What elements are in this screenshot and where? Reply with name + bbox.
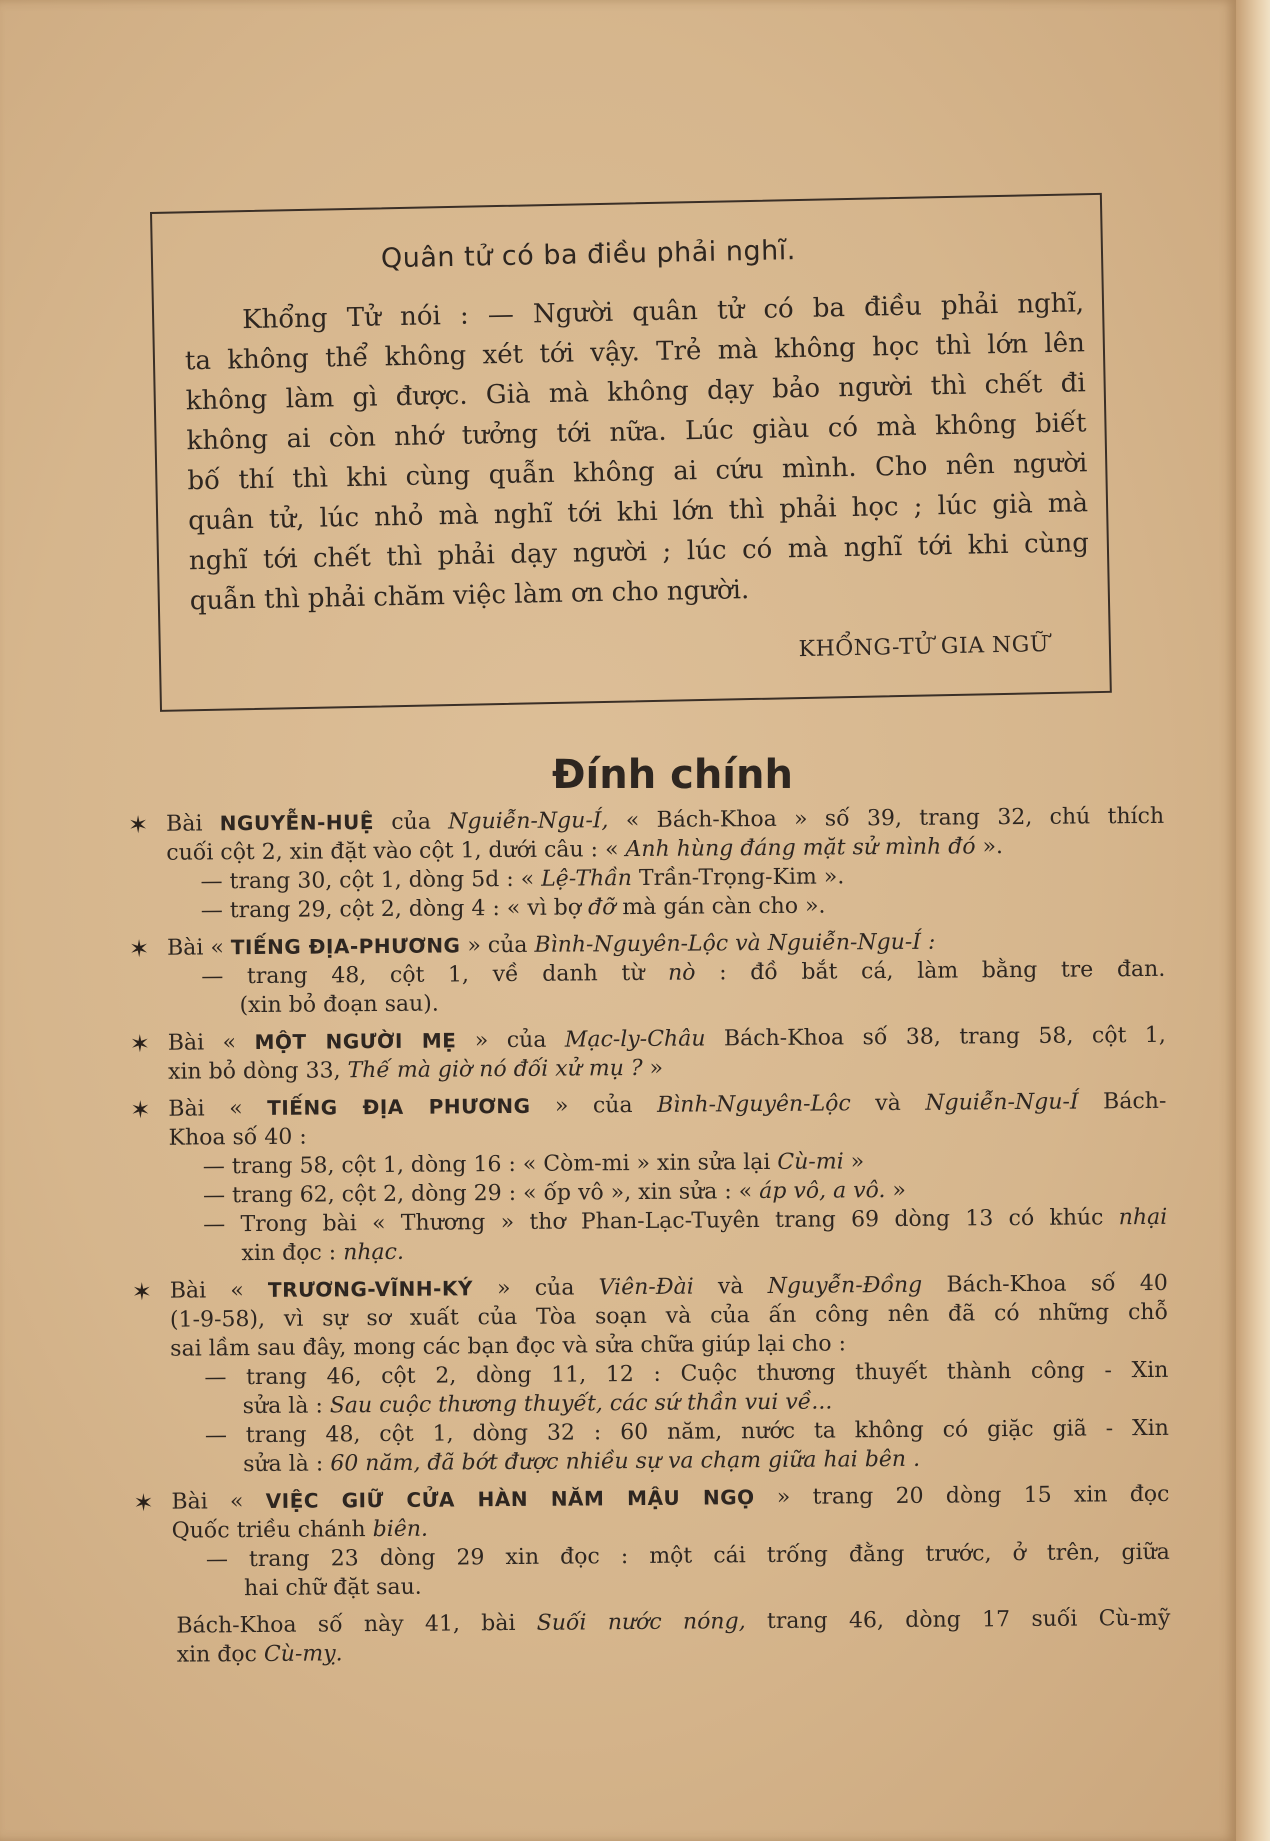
errata-entry: ✶ Bài « MỘT NGƯỜI MẸ » của Mạc-ly-Châu Bách-Khoa số 38, trang 58, cột 1, xin bỏ dòng 33, Thế mà giờ nó đối xử mụ ? » xyxy=(129,1022,1166,1085)
star-bullet-icon: ✶ xyxy=(131,1277,153,1306)
quote-line: nghĩ tới chết thì phải dạy người ; lúc có mà nghĩ tới khi cùng xyxy=(188,528,1090,577)
errata-entry: ✶ Bài « TIẾNG ĐỊA PHƯƠNG » của Bình-Nguyên-Lộc và Nguiễn-Ngu-Í Bách- Khoa số 40 : — trang 58, cột 1, dòng 16 : « Còm-mi » xin sửa lại Cù-mi » — trang 62, cột 2, dòng 29 : « ốp vô », xin sửa : « áp vô, a vô. » — Trong bài « Thương » thơ Phan-Lạc-Tuyên trang 69 dòng 13 có khúc nhại xin đọc : nhạc. xyxy=(130,1088,1168,1267)
errata-entry: ✶ Bài « TIẾNG ĐỊA-PHƯƠNG » của Bình-Nguyên-Lộc và Nguiễn-Ngu-Í : — trang 48, cột 1, về danh từ nò : đồ bắt cá, làm bằng tre đan. (xin bỏ đoạn sau). xyxy=(128,929,1166,1019)
star-bullet-icon: ✶ xyxy=(128,934,150,963)
quote-line: không ai còn nhớ tưởng tới nữa. Lúc giàu có mà không biết xyxy=(186,408,1087,457)
quote-source: KHỔNG-TỬ GIA NGỮ xyxy=(798,632,1050,663)
quote-line: bố thí thì khi cùng quẫn không ai cứu mình. Cho nên người xyxy=(187,448,1088,497)
quote-line: Khổng Tử nói : — Người quân tử có ba điều phải nghĩ, xyxy=(241,288,1085,336)
star-bullet-icon: ✶ xyxy=(130,1095,151,1124)
quote-body xyxy=(184,283,1090,621)
errata-entry: ✶ Bài « VIỆC GIỮ CỬA HÀN NĂM MẬU NGỌ » trang 20 dòng 15 xin đọc Quốc triều chánh biên. — trang 23 dòng 29 xin đọc : một cái trống đằng trước, ở trên, giữa hai chữ đặt sau. xyxy=(133,1481,1170,1602)
quote-line: ta không thể không xét tới vậy. Trẻ mà không học thì lớn lên xyxy=(184,328,1086,377)
quote-line: quẫn thì phải chăm việc làm ơn cho người. xyxy=(189,575,750,617)
star-bullet-icon: ✶ xyxy=(128,810,149,839)
star-bullet-icon: ✶ xyxy=(129,1029,151,1058)
quote-line: không làm gì được. Già mà không dạy bảo người thì chết đi xyxy=(185,368,1086,417)
quote-box xyxy=(150,193,1112,712)
errata-list xyxy=(128,802,1171,1670)
errata-entry: ✶ Bài « TRƯƠNG-VĨNH-KÝ » của Viên-Đài và Nguyễn-Đồng Bách-Khoa số 40 (1-9-58), vì sự sơ xuất của Tòa soạn và của ấn công nên đã có những chỗ sai lầm sau đây, mong các bạn đọc và sửa chữa giúp lại cho : — trang 46, cột 2, dòng 11, 12 : Cuộc thương thuyết thành công - Xin sửa là : Sau cuộc thương thuyết, các sứ thần vui về... — trang 48, cột 1, dòng 32 : 60 năm, nước ta không có giặc giã - Xin sửa là : 60 năm, đã bớt được nhiều sự va chạm giữa hai bên . xyxy=(131,1270,1169,1478)
errata-entry: Bách-Khoa số này 41, bài Suối nước nóng, trang 46, dòng 17 suối Cù-mỹ xin đọc Cù-mỵ. xyxy=(176,1605,1171,1668)
quote-line: quân tử, lúc nhỏ mà nghĩ tới khi lớn thì phải học ; lúc già mà xyxy=(187,488,1089,537)
errata-entry: ✶ Bài NGUYỄN-HUỆ của Nguiễn-Ngu-Í, « Bách-Khoa » số 39, trang 32, chú thích cuối cột 2, xin đặt vào cột 1, dưới câu : « Anh hùng đáng mặt sử mình đó ». — trang 30, cột 1, dòng 5d : « Lệ-Thần Trần-Trọng-Kim ». — trang 29, cột 2, dòng 4 : « vì bợ đỡ mà gán càn cho ». xyxy=(128,803,1165,924)
errata-title: Đính chính xyxy=(552,752,793,798)
page-edge xyxy=(1236,0,1270,1841)
star-bullet-icon: ✶ xyxy=(133,1488,154,1517)
quote-title: Quân tử có ba điều phải nghĩ. xyxy=(380,235,797,275)
